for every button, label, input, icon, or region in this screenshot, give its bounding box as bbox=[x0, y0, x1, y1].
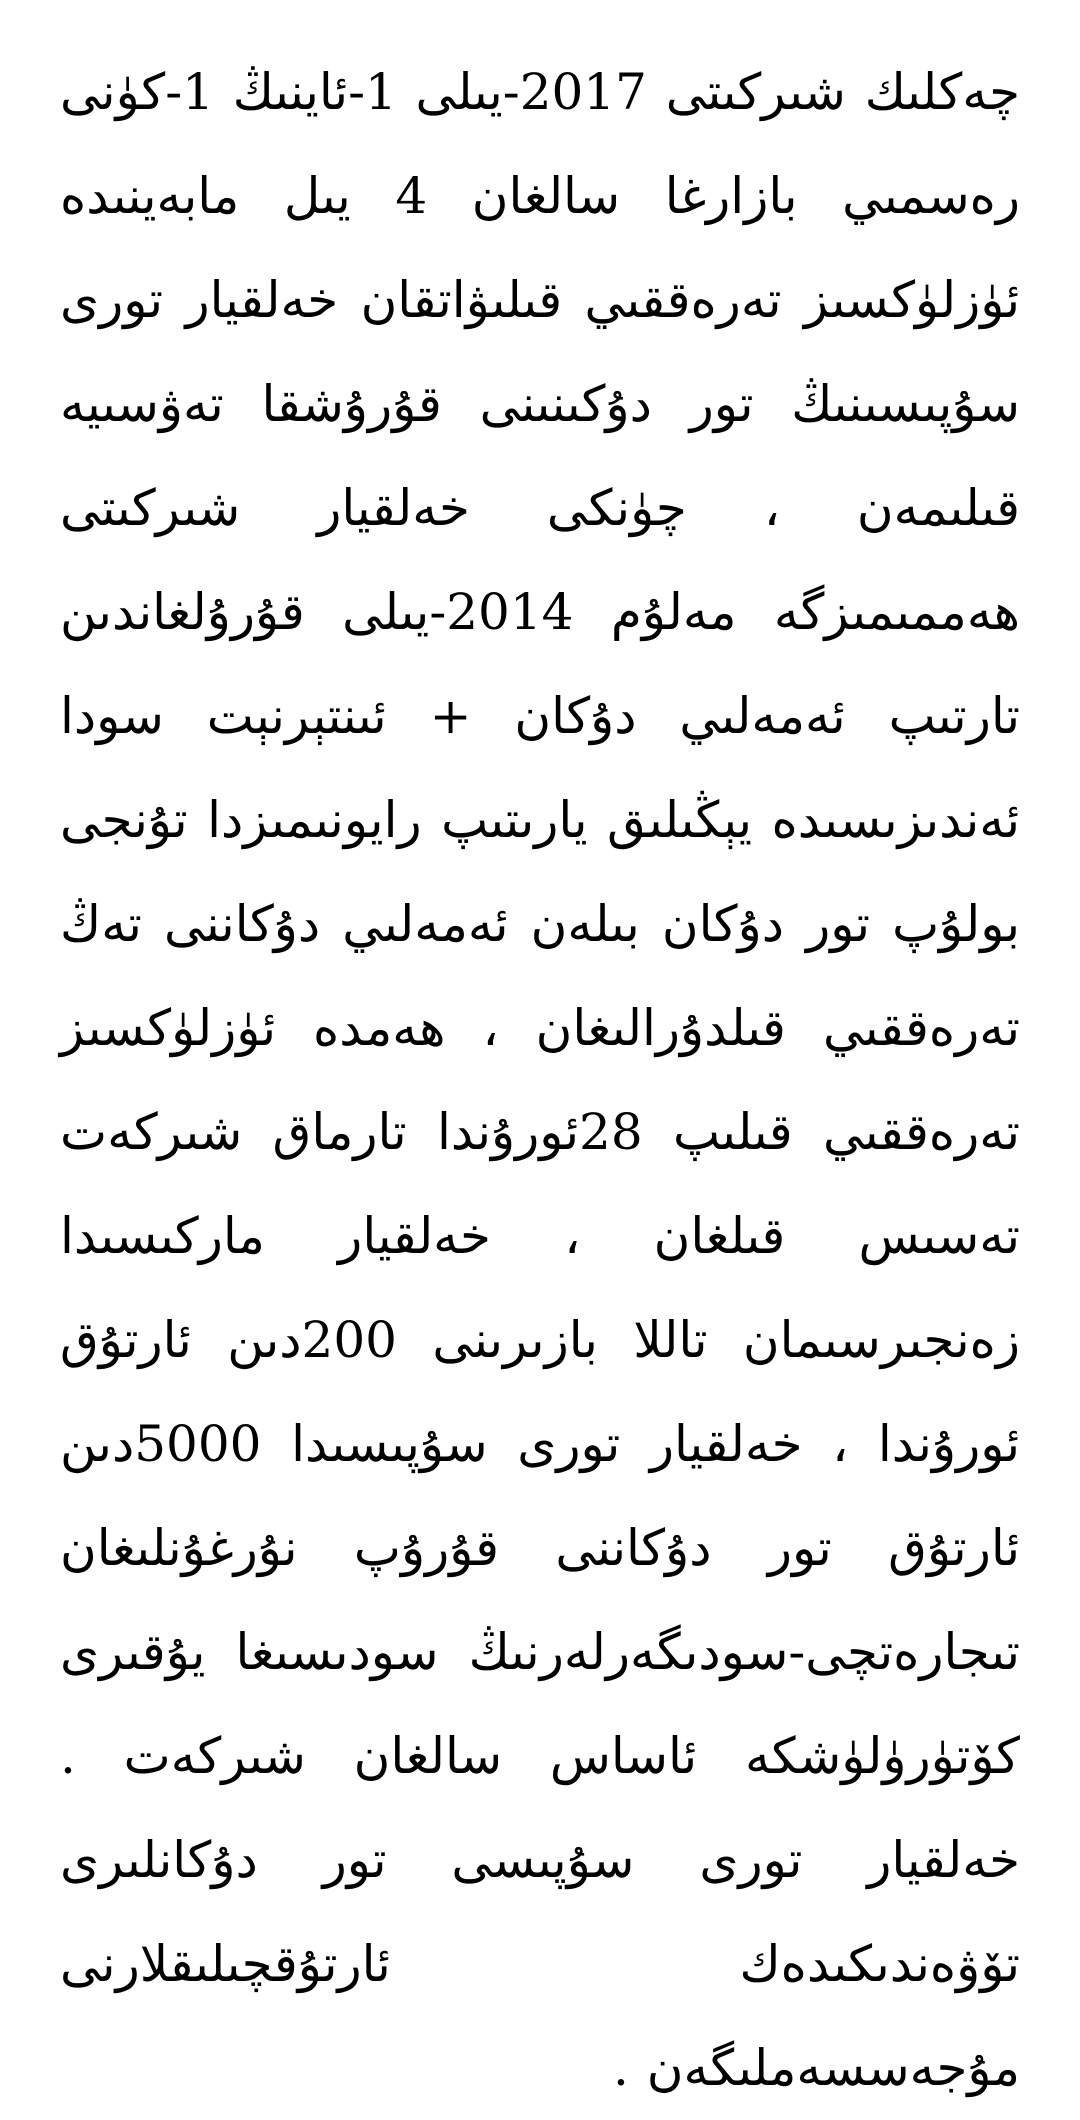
body-paragraph: چەكلىك شىركىتى 2017-يىلى 1-ئاينىڭ 1-كۈنى رەسمىي بازارغا سالغان 4 يىل مابەينىدە ئۈزلۈكسىز تەرەققىي قىلىۋاتقان خەلقيار تورى سۇپىسىنىڭ تور دۇكىنىنى قۇرۇشقا تەۋسىيە قىلىمەن ، چۈنكى خەلقيار شىركىتى ھەممىمىزگە مەلۇم 2014-يىلى قۇرۇلغاندىن تارتىپ ئەمەلىي دۇكان + ئىنتېرنېت سودا ئەندىزىسىدە يېڭىلىق يارىتىپ رايونىمىزدا تۇنجى بولۇپ تور دۇكان بىلەن ئەمەلىي دۇكاننى تەڭ تەرەققىي قىلدۇرالىغان ، ھەمدە ئۈزلۈكسىز تەرەققىي قىلىپ 28ئورۇندا تارماق شىركەت تەسىس قىلغان ، خەلقيار ماركىسىدا زەنجىرسىمان تاللا بازىرىنى 200دىن ئارتۇق ئورۇندا ، خەلقيار تورى سۇپىسىدا 5000دىن ئارتۇق تور دۇكاننى قۇرۇپ نۇرغۇنلىغان تىجارەتچى-سودىگەرلەرنىڭ سودىسىغا يۇقىرى كۆتۈرۈلۈشكە ئاساس سالغان شىركەت . خەلقيار تورى سۇپىسى تور دۇكانلىرى تۆۋەندىكىدەك ئارتۇقچىلىقلارنى مۇجەسسەملىگەن . bbox=[60, 63, 1020, 2097]
document-page bbox=[60, 40, 1020, 2097]
